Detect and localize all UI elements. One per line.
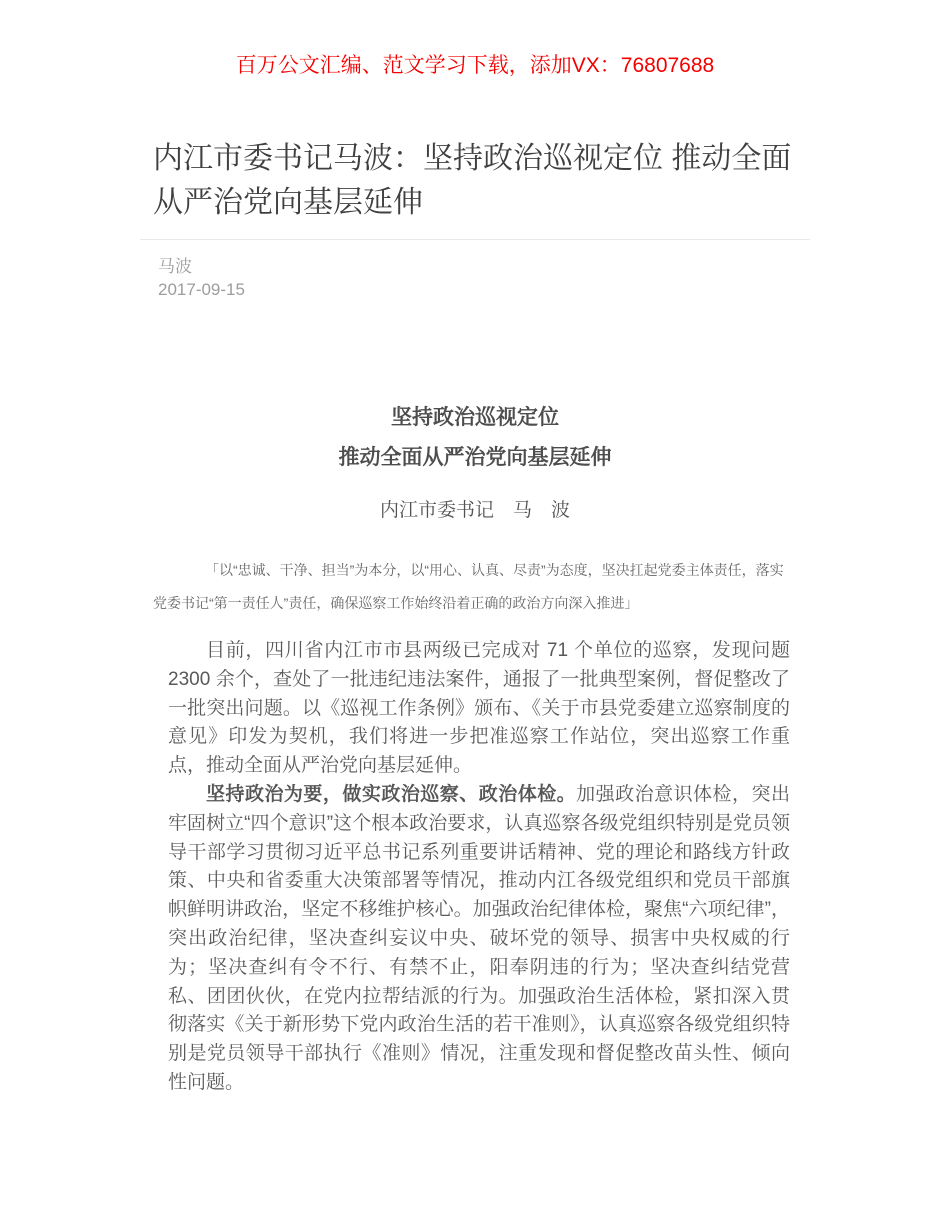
article-body — [168, 637, 790, 1098]
doc-heading-line2: 推动全面从严治党向基层延伸 — [338, 446, 612, 469]
article-page — [140, 137, 810, 1098]
title-divider — [140, 239, 810, 240]
lead-quote: 「以“忠诚、干净、担当”为本分，以“用心、认真、尽责”为态度，坚决扛起党委主体责任，落实党委书记“第一责任人”责任，确保巡察工作始终沿着正确的政治方向深入推进」 — [153, 562, 784, 611]
doc-heading-line1: 坚持政治巡视定位 — [391, 406, 559, 429]
promo-banner — [0, 0, 950, 80]
paragraph: 目前，四川省内江市市县两级已完成对 71 个单位的巡察，发现问题 2300 余个，查处了一批违纪违法案件，通报了一批典型案例，督促整改了一批突出问题。以《巡视工作条例》颁布、《关于市县党委建立巡察制度的意见》印发为契机，我们将进一步把准巡察工作站位，突出巡察工作重点，推动全面从严治党向基层延伸。 — [168, 640, 790, 777]
publish-date: 2017-09-15 — [158, 280, 245, 299]
doc-heading — [140, 398, 810, 478]
author-name: 马波 — [158, 257, 192, 276]
paragraph-lead: 坚持政治为要，做实政治巡察、政治体检。 — [206, 783, 577, 805]
paragraph: 坚持政治为要，做实政治巡察、政治体检。加强政治意识体检，突出牢固树立“四个意识”这个根本政治要求，认真巡察各级党组织特别是党员领导干部学习贯彻习近平总书记系列重要讲话精神、党的理论和路线方针政策、中央和省委重大决策部署等情况，推动内江各级党组织和党员干部旗帜鲜明讲政治，坚定不移维护核心。加强政治纪律体检，聚焦“六项纪律”，突出政治纪律，坚决查纠妄议中央、破坏党的领导、损害中央权威的行为；坚决查纠有令不行、有禁不止，阳奉阴违的行为；坚决查纠结党营私、团团伙伙，在党内拉帮结派的行为。加强政治生活体检，紧扣深入贯彻落实《关于新形势下党内政治生活的若干准则》，认真巡察各级党组织特别是党员领导干部执行《准则》情况，注重发现和督促整改苗头性、倾向性问题。 — [168, 783, 790, 1093]
promo-banner-text: 百万公文汇编、范文学习下载，添加VX：76807688 — [235, 54, 715, 77]
article-meta — [158, 255, 810, 301]
doc-byline: 内江市委书记 马 波 — [379, 500, 570, 521]
article-title: 内江市委书记马波：坚持政治巡视定位 推动全面从严治党向基层延伸 — [153, 142, 792, 219]
